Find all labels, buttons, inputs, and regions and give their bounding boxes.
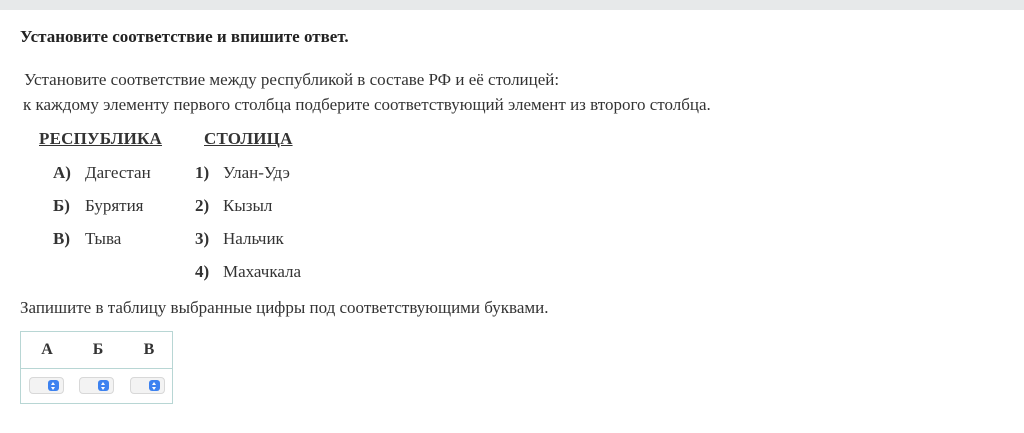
select-updown-icon	[149, 380, 160, 391]
capital-name: Улан-Удэ	[223, 163, 290, 182]
answer-letter-b: Б	[92, 341, 104, 358]
capital-item	[195, 229, 284, 249]
republic-item	[53, 229, 121, 249]
capital-name: Нальчик	[223, 229, 284, 248]
answer-select-b[interactable]	[79, 377, 114, 394]
answer-table	[20, 331, 173, 404]
capital-item	[195, 262, 301, 282]
republic-key: А)	[53, 163, 71, 182]
capital-key: 2)	[195, 196, 210, 215]
republic-name: Тыва	[85, 229, 122, 248]
column-header-republic: РЕСПУБЛИКА	[39, 129, 163, 148]
republic-key: В)	[53, 229, 70, 248]
answer-select-v[interactable]	[130, 377, 165, 394]
task-instruction: Установите соответствие и впишите ответ.	[20, 27, 349, 46]
capital-key: 3)	[195, 229, 210, 248]
capital-key: 4)	[195, 262, 210, 281]
republic-name: Дагестан	[85, 163, 151, 182]
capital-key: 1)	[195, 163, 210, 182]
capital-item	[195, 163, 290, 183]
answer-prompt: Запишите в таблицу выбранные цифры под соответствующими буквами.	[20, 298, 549, 317]
select-updown-icon	[48, 380, 59, 391]
top-bar	[0, 0, 1024, 10]
capital-name: Махачкала	[223, 262, 302, 281]
answer-letters-row	[21, 332, 172, 369]
select-updown-icon	[98, 380, 109, 391]
answer-letter-a: А	[41, 341, 53, 358]
capital-item	[195, 196, 272, 216]
republic-item	[53, 163, 151, 183]
capital-name: Кызыл	[223, 196, 273, 215]
answer-letter-v: В	[143, 341, 155, 358]
task-text-line-2: к каждому элементу первого столбца подберите соответствующий элемент из второго столбца.	[23, 95, 711, 114]
republic-key: Б)	[53, 196, 70, 215]
republic-item	[53, 196, 144, 216]
republic-name: Бурятия	[85, 196, 144, 215]
column-header-capital: СТОЛИЦА	[204, 129, 293, 148]
answer-select-a[interactable]	[29, 377, 64, 394]
task-text-line-1: Установите соответствие между республикой в составе РФ и её столицей:	[24, 70, 560, 89]
